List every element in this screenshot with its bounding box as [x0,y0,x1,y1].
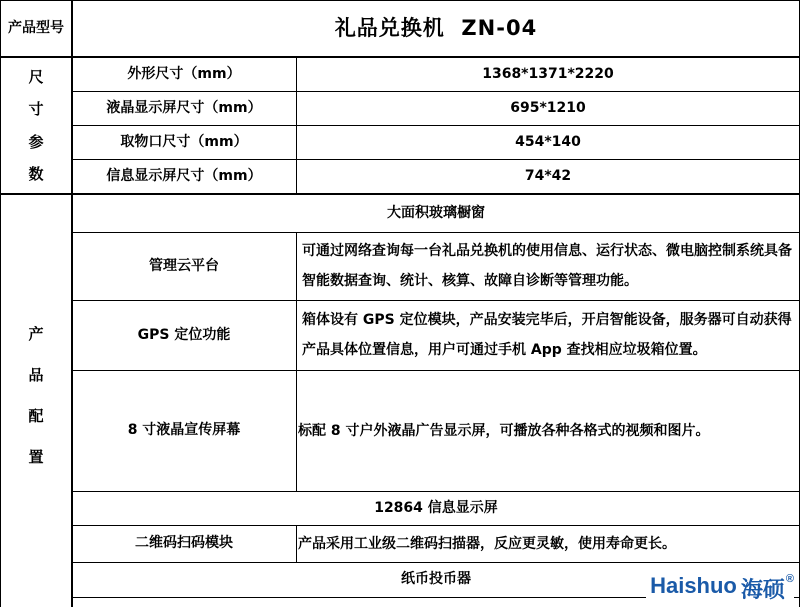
info-screen-row: 12864 信息显示屏 [374,499,498,516]
config-item-label: 8 寸液晶宣传屏幕 [127,422,241,439]
grid-line [72,491,800,492]
size-row-value: 1368*1371*2220 [482,65,614,82]
grid-line [0,0,800,1]
size-row-label: 取物口尺寸（mm） [120,133,248,150]
glass-window-row: 大面积玻璃橱窗 [387,204,485,221]
grid-line [296,232,297,491]
config-label-char: 配 [28,406,44,425]
qr-module-desc: 产品采用工业级二维码扫描器，反应更灵敏，使用寿命更长。 [298,535,676,552]
size-label-char: 参 [28,132,44,151]
size-row-label: 外形尺寸（mm） [127,65,241,82]
brand-logo [646,573,794,604]
grid-line [71,0,73,607]
product-title-cell [72,0,800,57]
size-section-label [0,57,72,194]
config-item-label: GPS 定位功能 [137,326,231,343]
grid-line [0,56,800,58]
config-section-label [0,194,72,607]
grid-line [72,370,800,371]
grid-line [72,91,800,92]
brand-name-cn: 海硕 [740,577,785,603]
qr-module-label: 二维码扫码模块 [135,535,233,552]
grid-line [72,525,800,526]
config-label-char: 产 [28,325,44,344]
size-row-label: 信息显示屏尺寸（mm） [106,168,262,185]
grid-line [0,0,1,607]
product-title: 礼品兑换机 ZN-04 [334,15,538,40]
brand-name-en: Haishuo [650,573,737,598]
size-label-char: 尺 [28,68,44,87]
size-row-value: 454*140 [515,133,581,150]
registered-mark: ® [785,573,794,585]
header-label-cell [0,0,72,57]
config-item-desc: 箱体设有 GPS 定位模块，产品安装完毕后，开启智能设备，服务器可自动获得产品具体位置信息，用户可通过手机 App 查找相应垃圾箱位置。 [302,312,792,358]
size-label-char: 寸 [28,100,44,119]
grid-line [72,562,800,563]
coin-acceptor-row: 纸币投币器 [401,571,471,588]
grid-line [296,525,297,562]
size-row-value: 74*42 [524,168,572,185]
config-label-char: 置 [28,447,44,466]
grid-line [72,159,800,160]
grid-line [72,125,800,126]
grid-line [296,57,297,194]
config-label-char: 品 [28,366,44,385]
size-row-value: 695*1210 [510,99,586,116]
config-item-desc: 标配 8 寸户外液晶广告显示屏，可播放各种各格式的视频和图片。 [298,422,710,439]
size-row-label: 液晶显示屏尺寸（mm） [106,99,262,116]
config-item-desc: 可通过网络查询每一台礼品兑换机的使用信息、运行状态、微电脑控制系统具备智能数据查询、统计、核算、故障自诊断等管理功能。 [302,243,792,289]
size-label-char: 数 [28,164,44,183]
grid-line [72,300,800,301]
grid-line [0,193,800,195]
grid-line [72,232,800,233]
config-item-label: 管理云平台 [149,257,219,274]
product-model-label: 产品型号 [8,20,64,37]
